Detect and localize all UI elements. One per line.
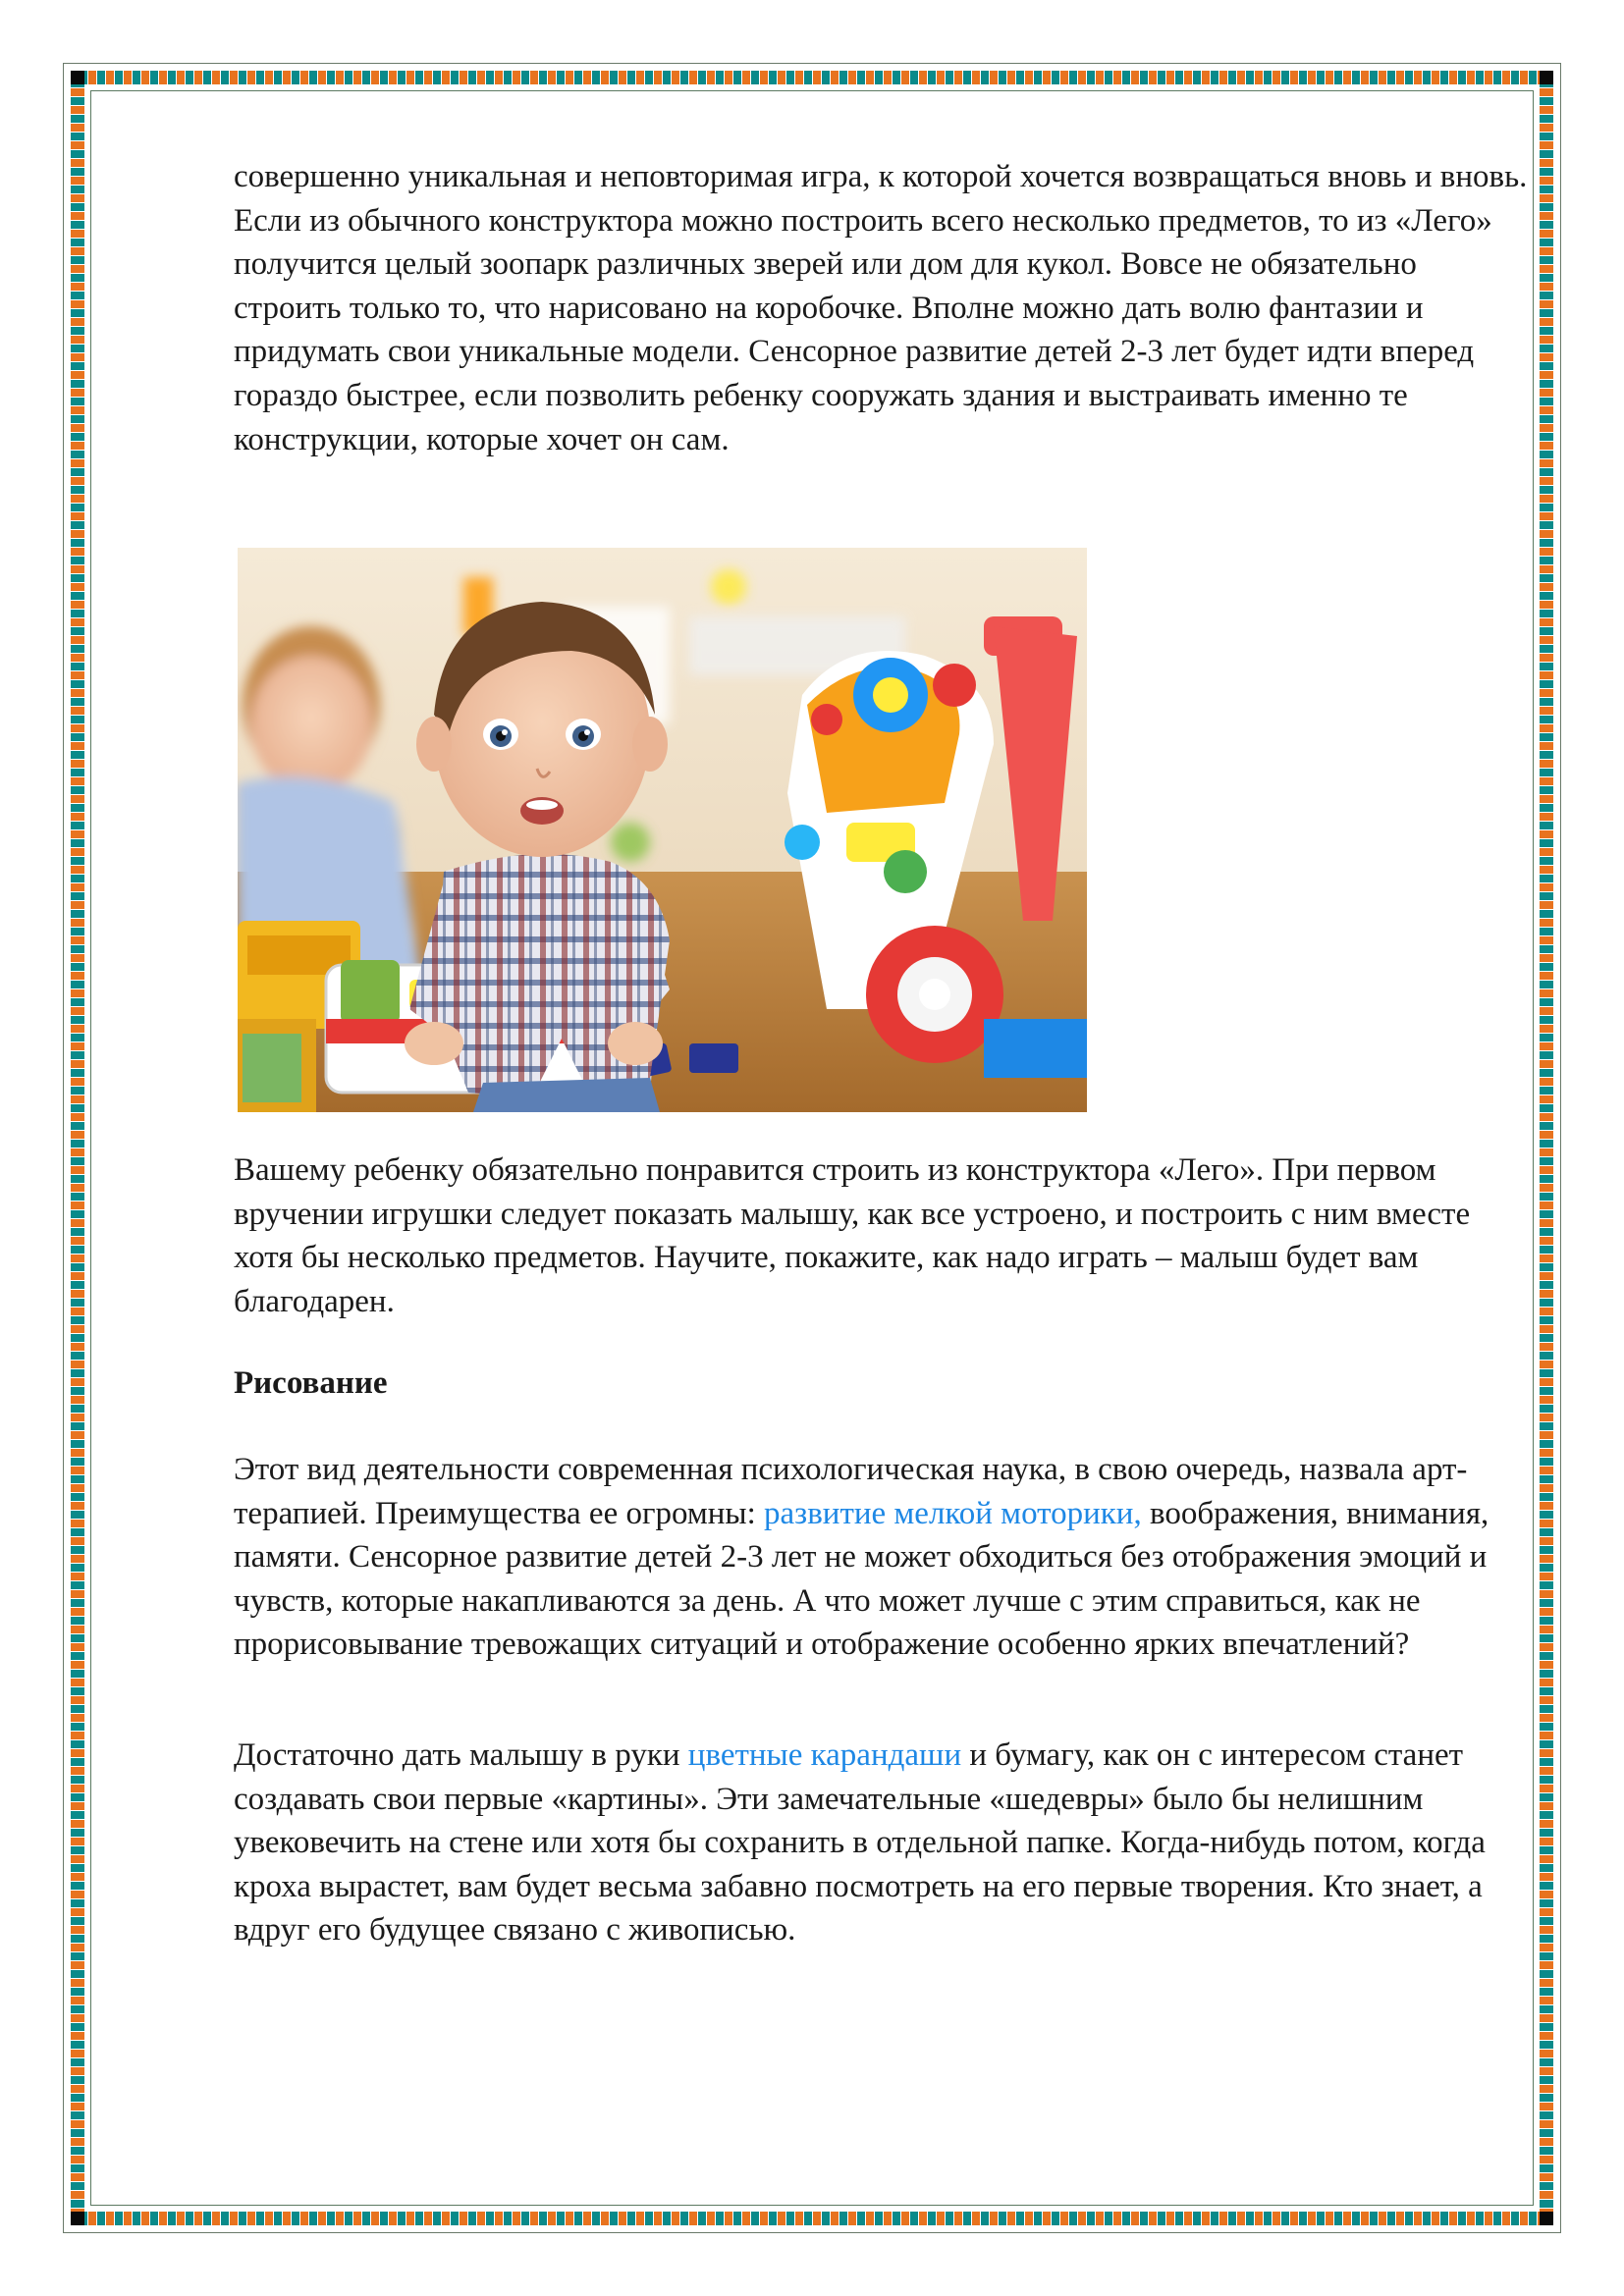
paragraph-art-therapy bbox=[234, 1448, 1530, 1667]
decorative-border-top bbox=[71, 71, 1553, 84]
section-heading-drawing: Рисование bbox=[234, 1365, 388, 1401]
paragraph-text: воображения, внимания, памяти. Сенсорное развитие детей 2-3 лет не может обходиться без отображения эмоций и чувств, которые накапливаются за день. А что может лучше с этим справиться, как не прорисовывание тревожащих ситуаций и отображение особенно ярких впечатлений? bbox=[234, 1495, 1489, 1663]
children-playing-photo bbox=[238, 548, 1087, 1112]
border-corner bbox=[1540, 2212, 1553, 2225]
paragraph-text: и бумагу, как он с интересом станет создавать свои первые «картины». Эти замечательные «шедевры» было бы нелишним увековечить на стене или хотя бы сохранить в отдельной папке. Когда-нибудь потом, когда кроха вырастет, вам будет весьма забавно посмотреть на его первые творения. Кто знает, а вдруг его будущее связано с живописью. bbox=[234, 1737, 1486, 1949]
colored-pencils-link[interactable]: цветные карандаши bbox=[687, 1737, 962, 1773]
border-corner bbox=[71, 2212, 84, 2225]
paragraph-text: Достаточно дать малышу в руки bbox=[234, 1737, 688, 1773]
paragraph-lego-together: Вашему ребенку обязательно понравится строить из конструктора «Лего». При первом вручении игрушки следует показать малышу, как все устроено, и построить с ним вместе хотя бы несколько предметов. Научите, покажите, как надо играть – малыш будет вам благодарен. bbox=[234, 1152, 1471, 1319]
border-corner bbox=[71, 71, 84, 84]
decorative-border-left bbox=[71, 71, 84, 2225]
paragraph-text: Этот вид деятельности современная психологическая наука, в свою очередь, назвала арт-терапией. Преимущества ее огромны: bbox=[234, 1452, 1468, 1531]
paragraph-lego-intro: совершенно уникальная и неповторимая игра, к которой хочется возвращаться вновь и вновь. Если из обычного конструктора можно построить всего несколько предметов, то из «Лего» получится целый зоопарк различных зверей или дом для кукол. Вовсе не обязательно строить только то, что нарисовано на коробочке. Вполне можно дать волю фантазии и придумать свои уникальные модели. Сенсорное развитие детей 2-3 лет будет идти вперед гораздо быстрее, если позволить ребенку сооружать здания и выстраивать именно те конструкции, которые хочет он сам. bbox=[234, 159, 1528, 457]
fine-motor-skills-link[interactable]: развитие мелкой моторики, bbox=[764, 1495, 1142, 1531]
border-corner bbox=[1540, 71, 1553, 84]
decorative-border-bottom bbox=[71, 2212, 1553, 2225]
paragraph-colored-pencils bbox=[234, 1734, 1530, 1952]
decorative-border-right bbox=[1540, 71, 1553, 2225]
